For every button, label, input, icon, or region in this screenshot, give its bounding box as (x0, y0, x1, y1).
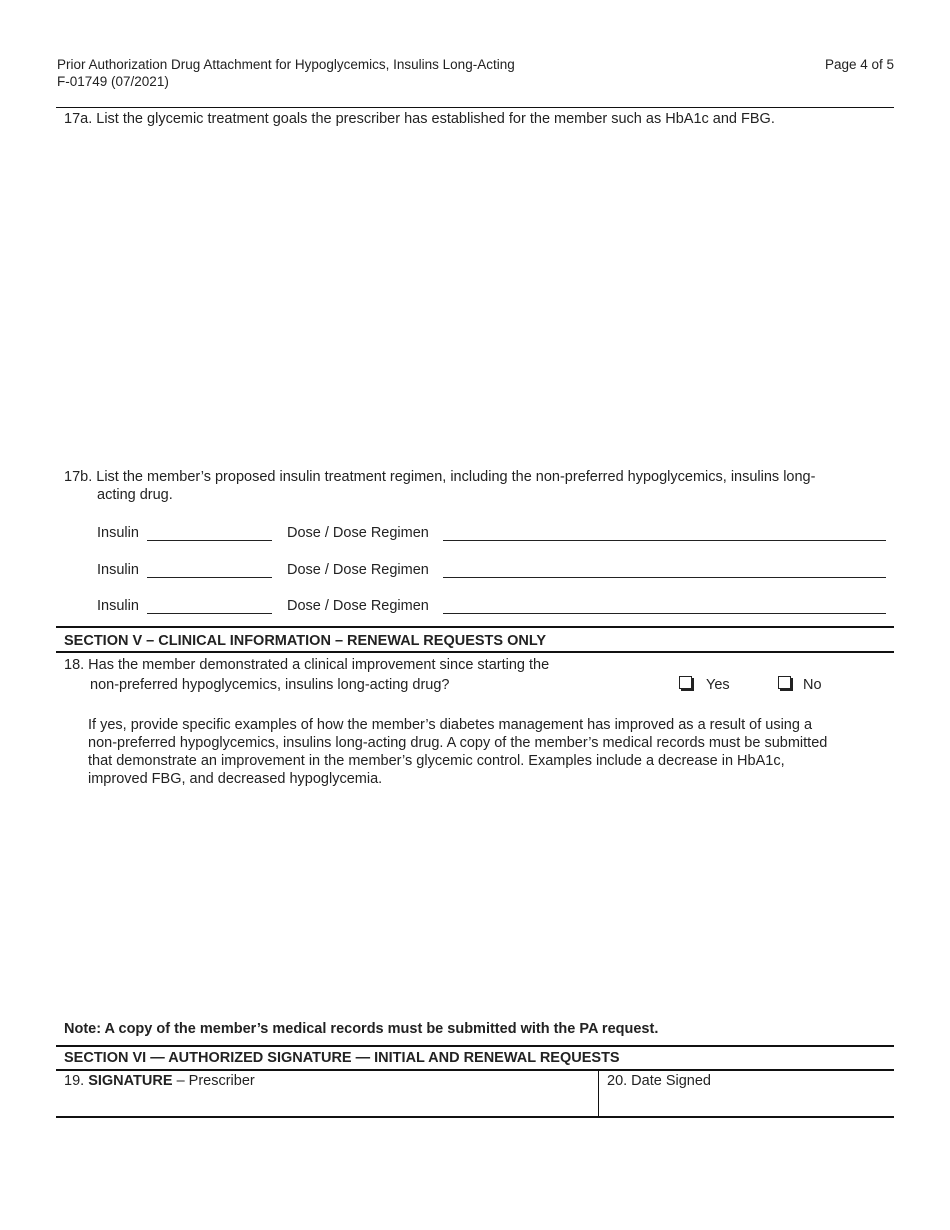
if-yes-instructions-line-4: improved FBG, and decreased hypoglycemia. (88, 771, 383, 787)
section-6-header-rule (56, 1069, 894, 1071)
dose-label-1: Dose / Dose Regimen (287, 525, 429, 541)
insulin-label-3: Insulin (97, 598, 139, 614)
signature-bold-label: SIGNATURE (88, 1073, 173, 1089)
answer-18-area[interactable] (88, 794, 888, 1004)
signature-date-divider (598, 1071, 599, 1117)
signature-number: 19. (64, 1073, 85, 1089)
form-number: F-01749 (07/2021) (57, 74, 169, 89)
if-yes-instructions-line-1: If yes, provide specific examples of how the member’s diabetes management has improved as a result of using a (88, 717, 813, 733)
if-yes-instructions-line-3: that demonstrate an improvement in the member’s glycemic control. Examples include a decrease in HbA1c, (88, 753, 785, 769)
insulin-label-2: Insulin (97, 562, 139, 578)
question-18-continued: non-preferred hypoglycemics, insulins long-acting drug? (90, 677, 450, 693)
yes-label: Yes (706, 677, 730, 693)
section-6-title: SECTION VI — AUTHORIZED SIGNATURE — INITIAL AND RENEWAL REQUESTS (64, 1050, 620, 1066)
question-17b: 17b. List the member’s proposed insulin treatment regimen, including the non-preferred hypoglycemics, insulins long- (64, 469, 816, 485)
question-18: 18. Has the member demonstrated a clinical improvement since starting the (64, 657, 550, 673)
no-label: No (803, 677, 822, 693)
yes-checkbox[interactable] (679, 676, 692, 689)
date-signed-label: 20. Date Signed (607, 1073, 711, 1089)
form-title: Prior Authorization Drug Attachment for Hypoglycemics, Insulins Long-Acting (57, 57, 515, 72)
if-yes-instructions-line-2: non-preferred hypoglycemics, insulins long-acting drug. A copy of the member’s medical records must be submitted (88, 735, 828, 751)
section-5-top-rule (56, 626, 894, 628)
date-signed-field[interactable] (604, 1092, 890, 1114)
insulin-label-1: Insulin (97, 525, 139, 541)
no-checkbox[interactable] (778, 676, 791, 689)
header-divider (56, 107, 894, 108)
dose-field-3[interactable] (443, 613, 886, 614)
answer-17a-area[interactable] (64, 134, 892, 454)
section-6-top-rule (56, 1045, 894, 1047)
dose-label-3: Dose / Dose Regimen (287, 598, 429, 614)
section-5-title: SECTION V – CLINICAL INFORMATION – RENEWAL REQUESTS ONLY (64, 633, 547, 649)
section-5-bottom-rule (56, 651, 894, 653)
medical-records-note: Note: A copy of the member’s medical records must be submitted with the PA request. (64, 1021, 659, 1037)
dose-field-1[interactable] (443, 540, 886, 541)
dose-field-2[interactable] (443, 577, 886, 578)
page-number: Page 4 of 5 (824, 57, 894, 72)
question-17a: 17a. List the glycemic treatment goals the prescriber has established for the member such as HbA1c and FBG. (64, 111, 775, 127)
dose-label-2: Dose / Dose Regimen (287, 562, 429, 578)
insulin-field-1[interactable] (147, 540, 272, 541)
question-17b-continued: acting drug. (97, 487, 173, 503)
signature-suffix: – Prescriber (176, 1073, 255, 1089)
signature-label (64, 1072, 255, 1090)
insulin-field-3[interactable] (147, 613, 272, 614)
signature-field[interactable] (58, 1092, 594, 1114)
insulin-field-2[interactable] (147, 577, 272, 578)
section-6-bottom-rule (56, 1116, 894, 1118)
